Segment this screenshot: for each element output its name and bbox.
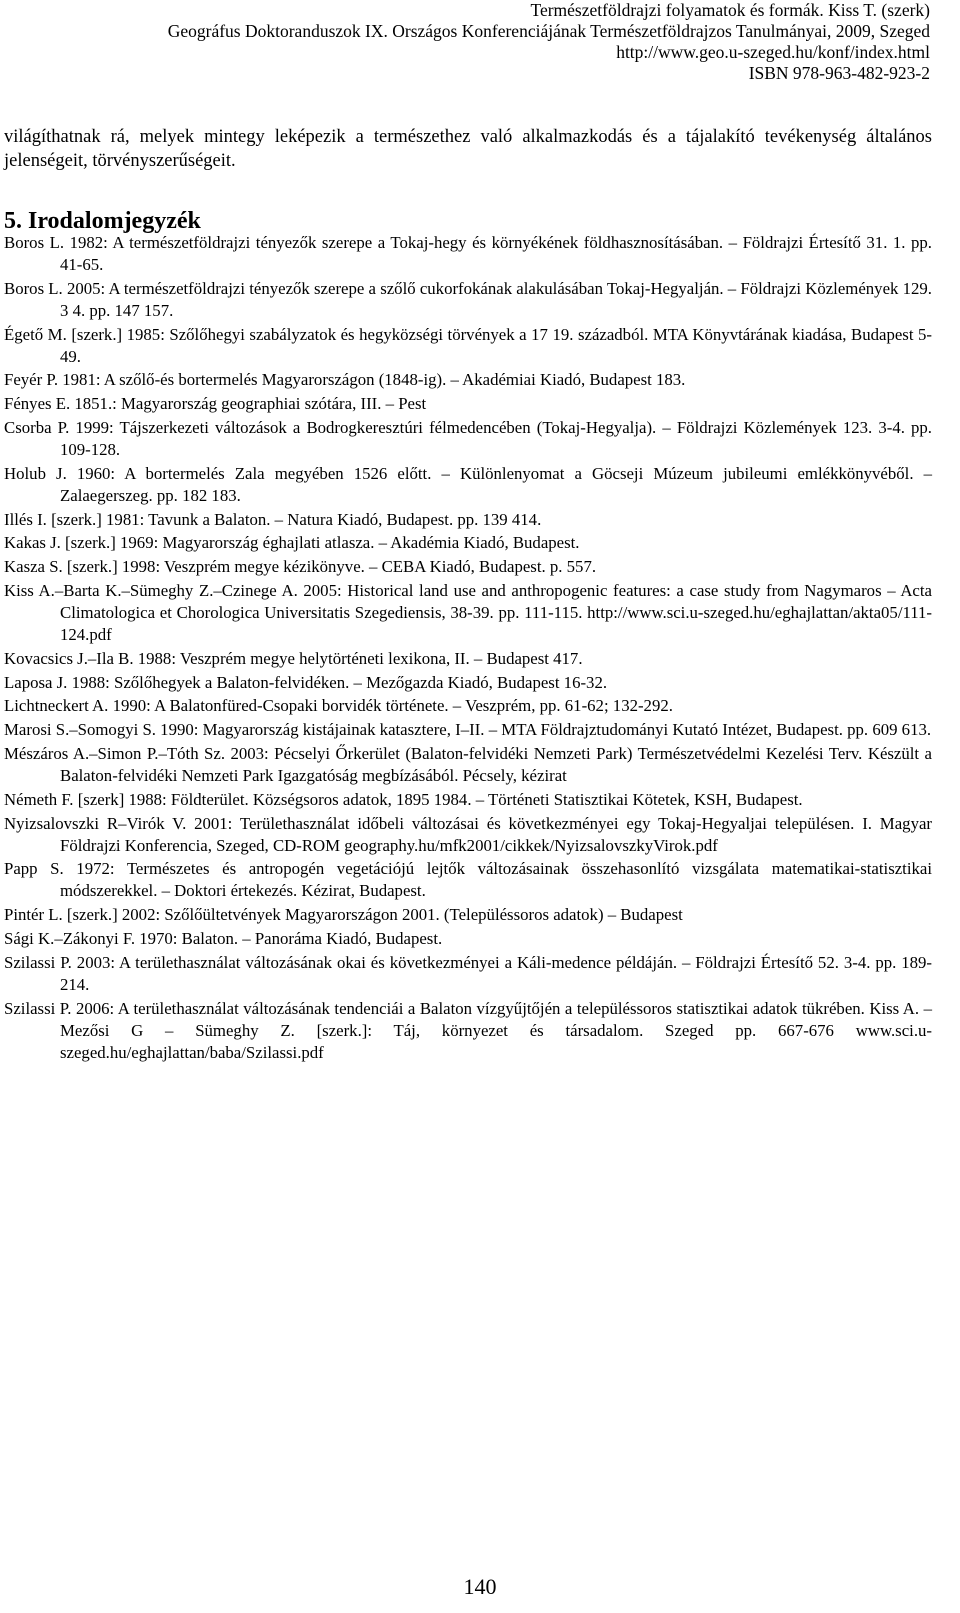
- reference-item: Égető M. [szerk.] 1985: Szőlőhegyi szabályzatok és hegyközségi törvények a 17 19. századból. MTA Könyvtárának kiadása, Budapest 5-49.: [4, 324, 932, 366]
- section-title: 5. Irodalomjegyzék: [4, 208, 201, 234]
- reference-item: Kovacsics J.–Ila B. 1988: Veszprém megye helytörténeti lexikona, II. – Budapest 417.: [4, 648, 583, 668]
- reference-item: Boros L. 2005: A természetföldrajzi tényezők szerepe a szőlő cukorfokának alakulásában Tokaj-Hegyalján. – Földrajzi Közlemények 129. 3 4. pp. 147 157.: [4, 278, 932, 320]
- reference-item: Kiss A.–Barta K.–Sümeghy Z.–Czinege A. 2005: Historical land use and anthropogenic features: a case study from Nagymaros – Acta Climatologica et Chorologica Universitatis Szegediensis, 38-39. pp. 111-115. http://www.sci.u-szeged.hu/eghajlattan/akta05/111-124.pdf: [4, 580, 932, 644]
- reference-item: Németh F. [szerk] 1988: Földterület. Községsoros adatok, 1895 1984. – Történeti Statisztikai Kötetek, KSH, Budapest.: [4, 789, 803, 809]
- reference-item: Laposa J. 1988: Szőlőhegyek a Balaton-felvidéken. – Mezőgazda Kiadó, Budapest 16-32.: [4, 672, 608, 692]
- reference-item: Lichtneckert A. 1990: A Balatonfüred-Csopaki borvidék története. – Veszprém, pp. 61-62; 132-292.: [4, 696, 673, 716]
- reference-item: Illés I. [szerk.] 1981: Tavunk a Balaton. – Natura Kiadó, Budapest. pp. 139 414.: [4, 509, 542, 529]
- header-book-title: Természetföldrajzi folyamatok és formák. Kiss T. (szerk): [530, 0, 930, 20]
- reference-item: Sági K.–Zákonyi F. 1970: Balaton. – Panoráma Kiadó, Budapest.: [4, 928, 443, 948]
- reference-item: Feyér P. 1981: A szőlő-és bortermelés Magyarországon (1848-ig). – Akadémiai Kiadó, Budapest 183.: [4, 370, 686, 390]
- intro-paragraph: világíthatnak rá, melyek mintegy leképezik a természethez való alkalmazkodás és a tájalakító tevékenység általános jelenségeit, törvényszerűségeit.: [4, 127, 932, 171]
- header-url: http://www.geo.u-szeged.hu/konf/index.html: [616, 42, 930, 62]
- reference-item: Holub J. 1960: A bortermelés Zala megyében 1526 előtt. – Különlenyomat a Göcseji Múzeum jubileumi emlékkönyvéből. – Zalaegerszeg. pp. 182 183.: [4, 463, 932, 505]
- reference-item: Nyizsalovszki R–Virók V. 2001: Területhasználat időbeli változásai és következményei egy Tokaj-Hegyaljai településen. I. Magyar Földrajzi Konferencia, Szeged, CD-ROM geography.hu/mfk2001/cikkek/NyizsalovszkyVirok.pdf: [4, 813, 932, 855]
- reference-item: Boros L. 1982: A természetföldrajzi tényezők szerepe a Tokaj-hegy és környékének földhasznosításában. – Földrajzi Értesítő 31. 1. pp. 41-65.: [4, 233, 932, 274]
- page-header: [10, 0, 930, 84]
- reference-item: Kasza S. [szerk.] 1998: Veszprém megye kézikönyve. – CEBA Kiadó, Budapest. p. 557.: [4, 557, 597, 577]
- reference-item: Szilassi P. 2003: A területhasználat változásának okai és következményei a Káli-medence példáján. – Földrajzi Értesítő 52. 3-4. pp. 189-214.: [4, 952, 932, 994]
- reference-item: Csorba P. 1999: Tájszerkezeti változások a Bodrogkeresztúri félmedencében (Tokaj-Hegyalja). – Földrajzi Közlemények 123. 3-4. pp. 109-128.: [4, 417, 932, 459]
- reference-item: Szilassi P. 2006: A területhasználat változásának tendenciái a Balaton vízgyűjtőjén a településsoros statisztikai adatok tükrében. Kiss A. – Mezősi G – Sümeghy Z. [szerk.]: Táj, környezet és társadalom. Szeged pp. 667-676 www.sci.u-szeged.hu/eghajlattan/baba/Szilassi.pdf: [4, 998, 932, 1062]
- reference-item: Kakas J. [szerk.] 1969: Magyarország éghajlati atlasza. – Akadémia Kiadó, Budapest.: [4, 533, 580, 553]
- page-number: 140: [463, 1574, 497, 1599]
- reference-item: Mészáros A.–Simon P.–Tóth Sz. 2003: Pécselyi Őrkerület (Balaton-felvidéki Nemzeti Park) Természetvédelmi Kezelési Terv. Készült a Balaton-felvidéki Nemzeti Park Igazgatóság megbízásából. Pécsely, kézirat: [4, 743, 932, 785]
- reference-item: Marosi S.–Somogyi S. 1990: Magyarország kistájainak katasztere, I–II. – MTA Földrajztudományi Kutató Intézet, Budapest. pp. 609 613.: [4, 720, 932, 740]
- reference-item: Papp S. 1972: Természetes és antropogén vegetációjú lejtők változásainak összehasonlító vizsgálata matematikai-statisztikai módszerekkel. – Doktori értekezés. Kézirat, Budapest.: [4, 859, 932, 901]
- reference-item: Fényes E. 1851.: Magyarország geographiai szótára, III. – Pest: [4, 394, 427, 414]
- reference-list: [4, 232, 932, 1065]
- header-conference: Geográfus Doktoranduszok IX. Országos Konferenciájának Természetföldrajzos Tanulmányai, 2009, Szeged: [167, 21, 930, 41]
- reference-item: Pintér L. [szerk.] 2002: Szőlőültetvények Magyarországon 2001. (Településsoros adatok) – Budapest: [4, 905, 683, 925]
- header-isbn: ISBN 978-963-482-923-2: [748, 63, 930, 83]
